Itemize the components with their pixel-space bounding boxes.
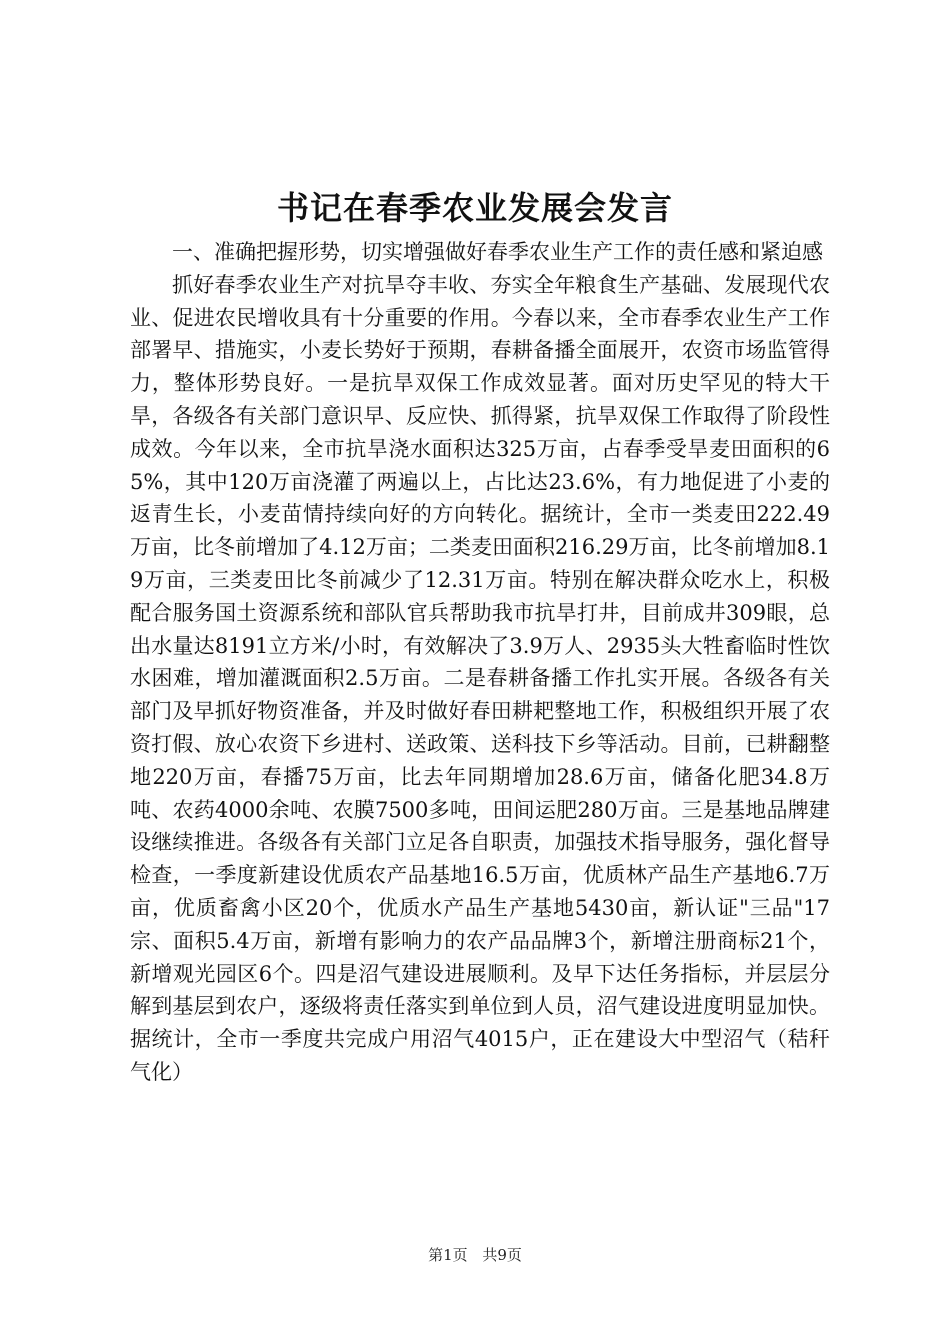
page-total: 共9页: [482, 1246, 522, 1264]
page-number: 第1页: [428, 1246, 468, 1264]
document-title: 书记在春季农业发展会发言: [276, 189, 673, 227]
document-body: [130, 236, 830, 1089]
page-footer: [0, 1245, 950, 1265]
section-heading-paragraph: 一、准确把握形势，切实增强做好春季农业生产工作的责任感和紧迫感: [172, 240, 823, 264]
body-paragraph: 抓好春季农业生产对抗旱夺丰收、夯实全年粮食生产基础、发展现代农业、促进农民增收具有十分重要的作用。今春以来，全市春季农业生产工作部署早、措施实，小麦长势好于预期，春耕备播全面展开，农资市场监管得力，整体形势良好。一是抗旱双保工作成效显著。面对历史罕见的特大干旱，各级各有关部门意识早、反应快、抓得紧，抗旱双保工作取得了阶段性成效。今年以来，全市抗旱浇水面积达325万亩，占春季受旱麦田面积的65%，其中120万亩浇灌了两遍以上，占比达23.6%，有力地促进了小麦的返青生长，小麦苗情持续向好的方向转化。据统计，全市一类麦田222.49万亩，比冬前增加了4.12万亩；二类麦田面积216.29万亩，比冬前增加8.19万亩，三类麦田比冬前减少了12.31万亩。特别在解决群众吃水上，积极配合服务国土资源系统和部队官兵帮助我市抗旱打井，目前成井309眼，总出水量达8191立方米/小时，有效解决了3.9万人、2935头大牲畜临时性饮水困难，增加灌溉面积2.5万亩。二是春耕备播工作扎实开展。各级各有关部门及早抓好物资准备，并及时做好春田耕耙整地工作，积极组织开展了农资打假、放心农资下乡进村、送政策、送科技下乡等活动。目前，已耕翻整地220万亩，春播75万亩，比去年同期增加28.6万亩，储备化肥34.8万吨、农药4000余吨、农膜7500多吨，田间运肥280万亩。三是基地品牌建设继续推进。各级各有关部门立足各自职责，加强技术指导服务，强化督导检查，一季度新建设优质农产品基地16.5万亩，优质林产品生产基地6.7万亩，优质畜禽小区20个，优质水产品生产基地5430亩，新认证"三品"17宗、面积5.4万亩，新增有影响力的农产品品牌3个，新增注册商标21个，新增观光园区6个。四是沼气建设进展顺利。及早下达任务指标，并层层分解到基层到农户，逐级将责任落实到单位到人员，沼气建设进度明显加快。据统计，全市一季度共完成户用沼气4015户，正在建设大中型沼气（秸秆气化）: [130, 272, 830, 1084]
